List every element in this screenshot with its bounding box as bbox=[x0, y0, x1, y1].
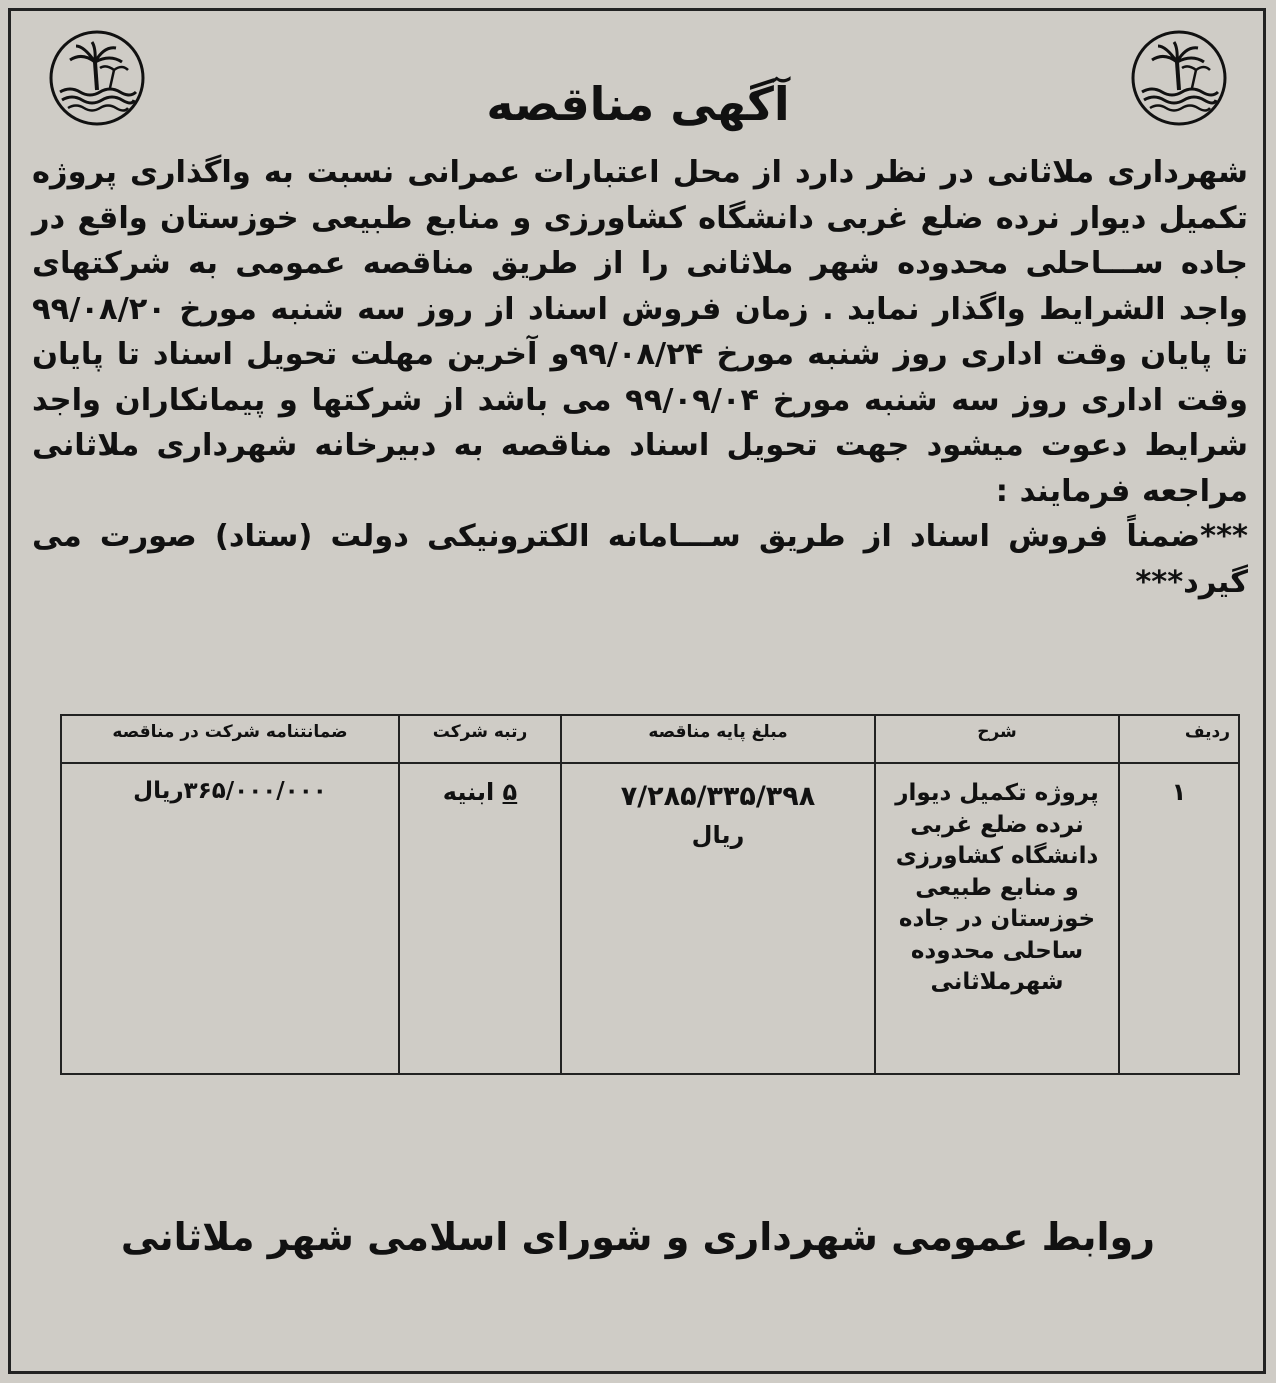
base-amount-unit: ریال bbox=[691, 821, 745, 849]
header-guarantee: ضمانتنامه شرکت در مناقصه bbox=[61, 715, 399, 763]
header-row-number: ردیف bbox=[1119, 715, 1239, 763]
cell-base-amount bbox=[561, 763, 875, 1074]
cell-guarantee: ۳۶۵/۰۰۰/۰۰۰ریال bbox=[61, 763, 399, 1074]
notice-paragraph-main: شهرداری ملاثانی در نظر دارد از محل اعتبارات عمرانی نسبت به واگذاری پروژه تکمیل دیوار نرده ضلع غربی دانشگاه کشاورزی و منابع طبیعی خوزستان واقع در جاده ســـاحلی محدوده شهر ملاثانی را از طریق مناقصه عمومی به شرکتهای واجد الشرایط واگذار نماید . زمان فروش اسناد از روز سه شنبه مورخ ۹۹/۰۸/۲۰ تا پایان وقت اداری روز شنبه مورخ ۹۹/۰۸/۲۴و آخرین مهلت تحویل اسناد تا پایان وقت اداری روز سه شنبه مورخ ۹۹/۰۹/۰۴ می باشد از شرکتها و پیمانکاران واجد شرایط دعوت میشود جهت تحویل اسناد مناقصه به دبیرخانه شهرداری ملاثانی مراجعه فرمایند : bbox=[32, 155, 1248, 509]
municipality-logo-left bbox=[46, 28, 148, 130]
cell-company-rank bbox=[399, 763, 561, 1074]
cell-row-number: ۱ bbox=[1119, 763, 1239, 1074]
municipality-logo-right bbox=[1128, 28, 1230, 130]
footer-signature: روابط عمومی شهرداری و شورای اسلامی شهر ملاثانی bbox=[120, 1215, 1156, 1259]
tender-table bbox=[60, 714, 1240, 1075]
base-amount-value: ۷/۲۸۵/۳۳۵/۳۹۸ bbox=[620, 781, 816, 812]
notice-title: آگهی مناقصه bbox=[486, 77, 790, 131]
cell-description: پروژه تکمیل دیوار نرده ضلع غربی دانشگاه کشاورزی و منابع طبیعی خوزستان در جاده ساحلی محدوده شهرملاثانی bbox=[875, 763, 1119, 1074]
table-header-row bbox=[61, 715, 1239, 763]
header-company-rank: رتبه شرکت bbox=[399, 715, 561, 763]
header-description: شرح bbox=[875, 715, 1119, 763]
notice-body bbox=[32, 150, 1248, 605]
header-base-amount: مبلغ پایه مناقصه bbox=[561, 715, 875, 763]
company-rank-field: ابنیه bbox=[442, 778, 495, 806]
notice-paragraph-note: ***ضمناً فروش اسناد از طریق ســـامانه الکترونیکی دولت (ستاد) صورت می گیرد*** bbox=[32, 519, 1248, 600]
company-rank-number: ۵ bbox=[502, 778, 518, 806]
table-row bbox=[61, 763, 1239, 1074]
